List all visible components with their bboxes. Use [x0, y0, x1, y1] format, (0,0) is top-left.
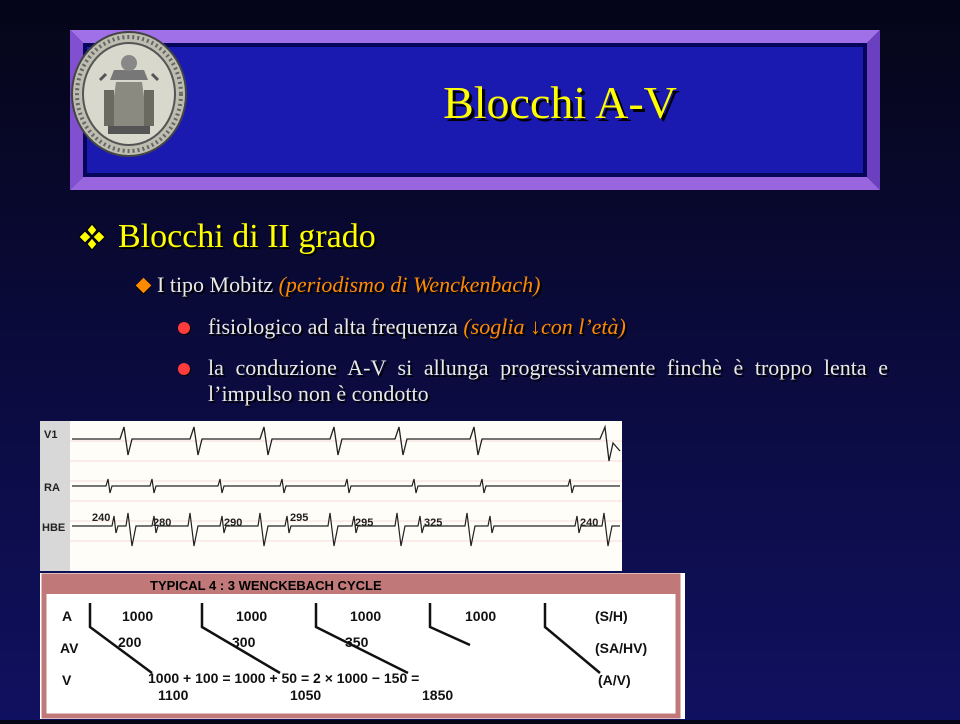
bullet-level3-a [178, 314, 888, 340]
page-title: Blocchi A-V [443, 77, 677, 128]
bullet-level3-a-paren-open: (soglia [463, 314, 525, 339]
equation-line: 1000 + 100 = 1000 + 50 = 2 × 1000 − 150 = [148, 670, 420, 686]
ah-interval-label: 295 [290, 512, 309, 524]
right-label: (SA/HV) [595, 640, 648, 656]
ah-interval-label: 325 [424, 517, 443, 529]
bullet-level2 [138, 272, 541, 298]
diamond-bullet-icon [136, 277, 152, 293]
bullet-level3-b-text: la conduzione A-V si allunga progressivamente finchè è troppo lenta e l’impulso non è condotto [208, 355, 888, 406]
ah-interval-label: 295 [355, 517, 374, 529]
wenckebach-title: TYPICAL 4 : 3 WENCKEBACH CYCLE [150, 578, 382, 593]
bullet-level3-b [178, 355, 888, 407]
av-value: 300 [232, 634, 256, 650]
bullet-level3-a-text: fisiologico ad alta frequenza [208, 314, 458, 339]
bullet-level3-a-paren-close: con l’età) [540, 314, 626, 339]
bullet-level1 [78, 218, 376, 256]
a-value: 1000 [465, 608, 497, 624]
right-label: (A/V) [598, 672, 631, 688]
a-value: 1000 [122, 608, 154, 624]
ah-interval-label: 280 [153, 517, 172, 529]
lead-label-ra: RA [44, 482, 60, 494]
bullet-level2-text: I tipo Mobitz [157, 272, 274, 297]
row-label-av: AV [60, 640, 79, 656]
a-value: 1000 [236, 608, 268, 624]
right-label: (S/H) [595, 608, 628, 624]
eq-result: 1050 [290, 687, 322, 703]
lead-label-v1: V1 [44, 429, 58, 441]
ah-interval-label: 240 [580, 517, 599, 529]
wenckebach-cycle-diagram [40, 573, 685, 719]
ecg-tracing-image [40, 421, 622, 571]
red-dot-bullet-icon [178, 363, 190, 375]
ah-interval-label: 240 [92, 512, 111, 524]
row-label-v: V [62, 672, 72, 688]
a-value: 1000 [350, 608, 382, 624]
eq-result: 1100 [158, 687, 189, 703]
bullet-level1-text: Blocchi di II grado [118, 218, 376, 255]
title-banner [70, 30, 880, 190]
red-dot-bullet-icon [178, 322, 190, 334]
row-label-a: A [62, 608, 73, 624]
av-value: 350 [345, 634, 369, 650]
down-arrow-icon: ↓ [529, 314, 541, 339]
lead-label-hbe: HBE [42, 522, 66, 534]
ah-interval-label: 290 [224, 517, 243, 529]
av-value: 200 [118, 634, 142, 650]
university-seal-logo [70, 30, 188, 158]
eq-result: 1850 [422, 687, 454, 703]
bullet-level2-paren: (periodismo di Wenckenbach) [278, 272, 541, 297]
four-diamond-bullet-icon [78, 223, 106, 251]
